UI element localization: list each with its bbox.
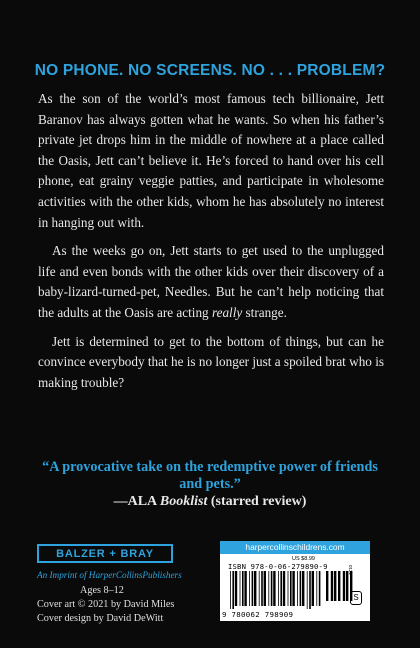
isbn-label: ISBN 978-0-06-279890-9 <box>228 562 328 571</box>
attribution-prefix: —ALA <box>113 494 160 509</box>
synopsis-paragraph-2 <box>38 241 384 323</box>
synopsis-paragraph-1: As the son of the world’s most famous tech billionaire, Jett Baranov has always gotten what he wants. So when his father’s private jet drops him in the middle of nowhere at a place called the Oasis, Jett can’t believe it. He’s forced to hand over his cell phone, eat grainy veggie patties, and participate in wholesome activities with the other kids, whom he has absolutely no interest in hanging out with. <box>38 91 384 230</box>
attribution-suffix: (starred review) <box>207 494 307 509</box>
barcode-bar <box>240 571 241 606</box>
barcode-bar <box>268 571 269 606</box>
barcode-bar <box>242 571 244 606</box>
publisher-url: harpercollinschildrens.com <box>220 541 370 554</box>
barcode-bar <box>280 571 282 606</box>
synopsis-paragraph-3: Jett is determined to get to the bottom of things, but can he convince everybody that he is no longer just a spoiled brat who is making trouble? <box>38 333 384 390</box>
synopsis <box>38 89 384 401</box>
imprint-suffix: Publishers <box>142 570 182 580</box>
cover-art-credit: Cover art © 2021 by David Miles <box>37 598 175 610</box>
price-label: US $8.99 <box>292 556 315 562</box>
barcode-bar <box>319 571 321 606</box>
barcode-bar <box>334 571 336 601</box>
barcode-panel <box>220 541 370 621</box>
barcode-bar <box>331 571 333 601</box>
barcode-bar <box>254 571 256 606</box>
publisher-logo: BALZER + BRAY <box>37 544 173 563</box>
barcode-bar <box>264 571 266 606</box>
barcode-bar <box>309 571 311 609</box>
barcode-bar <box>283 571 285 606</box>
barcode-bar <box>249 571 250 606</box>
barcode-bar <box>300 571 302 606</box>
synopsis-p2-start: As the weeks go on, Jett starts to get used to the unplugged life and even bonds with the other kids over their discovery of a baby-lizard-turned-pet, Needles. But he can’t help noticing that the adults at the Oasis are acting <box>38 243 384 320</box>
barcode-bar <box>338 571 340 601</box>
review-quote: “A provocative take on the redemptive power of friends and pets.” <box>42 459 378 492</box>
barcode-bar <box>326 571 328 601</box>
cover-design-credit: Cover design by David DeWitt <box>37 612 164 624</box>
barcode-bar <box>307 571 308 609</box>
age-range: Ages 8–12 <box>80 585 124 596</box>
barcode-bar <box>343 571 345 601</box>
barcode-bar <box>235 571 237 606</box>
barcode-bar <box>290 571 292 606</box>
barcode-bar <box>346 571 348 601</box>
credits <box>37 584 174 625</box>
barcode-bar <box>292 571 294 606</box>
barcode-bar <box>288 571 289 606</box>
barcode-icon <box>228 571 362 611</box>
barcode-bar <box>271 571 273 606</box>
barcode-bar <box>232 571 234 609</box>
barcode-bar <box>230 571 231 609</box>
barcode-bar <box>312 571 314 606</box>
headline: NO PHONE. NO SCREENS. NO . . . PROBLEM? <box>34 62 386 79</box>
barcode-bar <box>302 571 304 606</box>
barcode-bar <box>316 571 317 606</box>
barcode-bar <box>244 571 246 606</box>
barcode-bar <box>297 571 298 606</box>
ean-number: 9 780062 798909 <box>222 610 294 619</box>
barcode-bar <box>259 571 260 606</box>
imprint-prefix: An Imprint of HarperCollins <box>37 570 143 580</box>
barcode-bar <box>278 571 279 606</box>
barcode-bar <box>273 571 275 606</box>
side-code: 0122 <box>348 565 353 576</box>
synopsis-p2-emphasis: really <box>211 304 243 320</box>
synopsis-p2-end: strange. <box>242 304 287 320</box>
review-attribution <box>40 494 380 510</box>
imprint-line <box>37 570 182 580</box>
barcode-bar <box>261 571 263 606</box>
attribution-source: Booklist <box>159 494 208 509</box>
rating-badge: S <box>350 591 362 605</box>
barcode-bar <box>252 571 254 606</box>
